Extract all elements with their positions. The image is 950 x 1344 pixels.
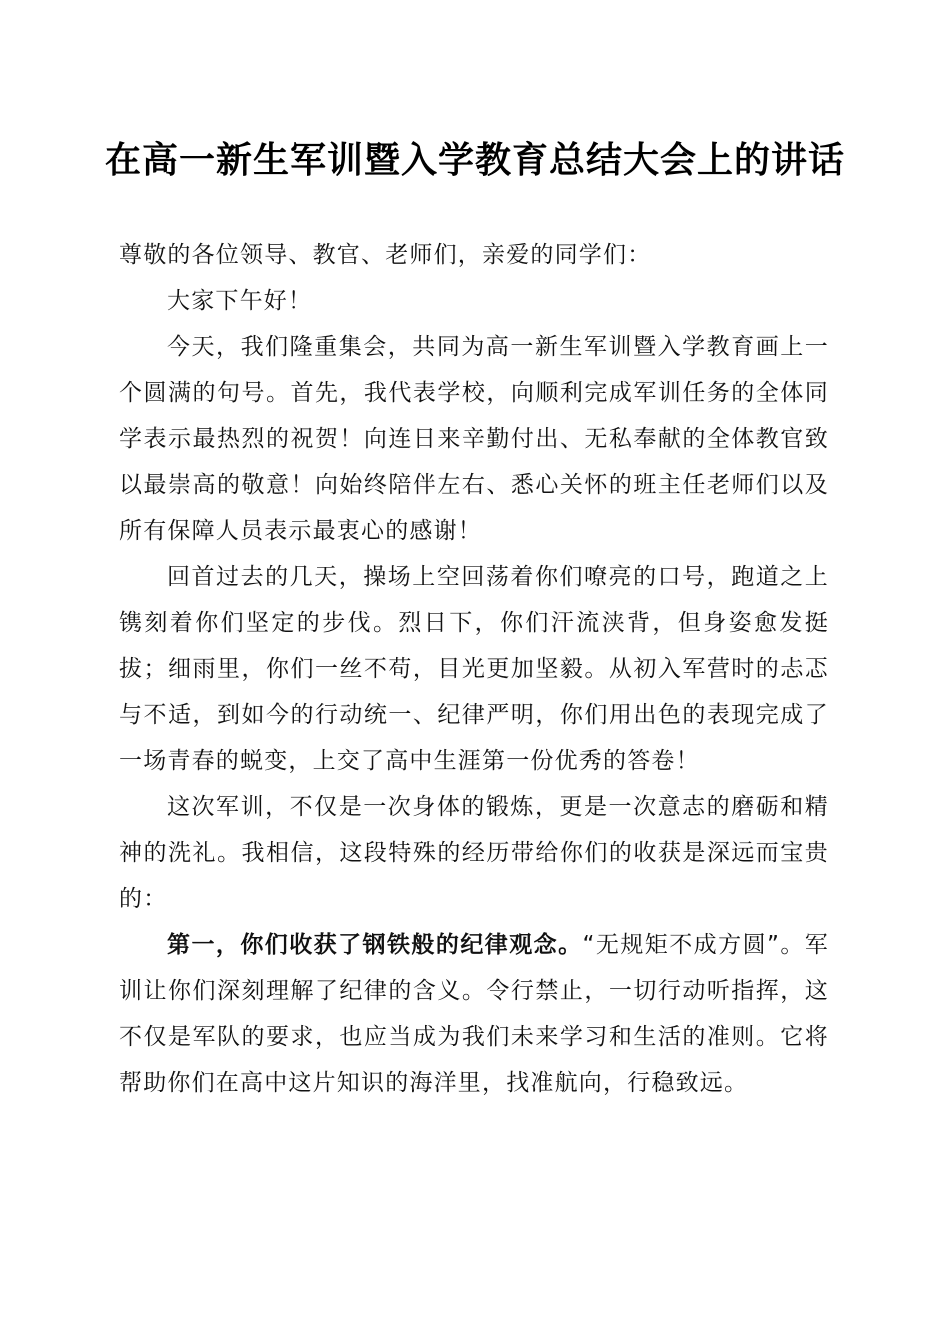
paragraph-review: 回首过去的几天，操场上空回荡着你们嘹亮的口号，跑道之上镌刻着你们坚定的步伐。烈日下，你们汗流浃背，但身姿愈发挺拔；细雨里，你们一丝不苟，目光更加坚毅。从初入军营时的忐忑与不适，到如今的行动统一、纪律严明，你们用出色的表现完成了一场青春的蜕变，上交了高中生涯第一份优秀的答卷！ <box>119 564 829 774</box>
paragraph-opening: 今天，我们隆重集会，共同为高一新生军训暨入学教育画上一个圆满的句号。首先，我代表学校，向顺利完成军训任务的全体同学表示最热烈的祝贺！向连日来辛勤付出、无私奉献的全体教官致以最崇高的敬意！向始终陪伴左右、悉心关怀的班主任老师们以及所有保障人员表示最衷心的感谢！ <box>119 334 829 544</box>
paragraph-point-one <box>119 922 829 1106</box>
document-body <box>119 232 829 1106</box>
paragraph-gains: 这次军训，不仅是一次身体的锻炼，更是一次意志的磨砺和精神的洗礼。我相信，这段特殊的经历带给你们的收获是深远而宝贵的： <box>119 794 829 912</box>
salutation: 尊敬的各位领导、教官、老师们，亲爱的同学们： <box>119 242 652 268</box>
greeting: 大家下午好！ <box>167 288 313 314</box>
document-title: 在高一新生军训暨入学教育总结大会上的讲话 <box>104 139 845 181</box>
point-one-heading: 第一，你们收获了钢铁般的纪律观念。 <box>167 932 583 958</box>
point-one-text: “无规矩不成方圆”。军训让你们深刻理解了纪律的含义。令行禁止，一切行动听指挥，这不仅是军队的要求，也应当成为我们未来学习和生活的准则。它将帮助你们在高中这片知识的海洋里，找准航向，行稳致远。 <box>119 932 830 1096</box>
